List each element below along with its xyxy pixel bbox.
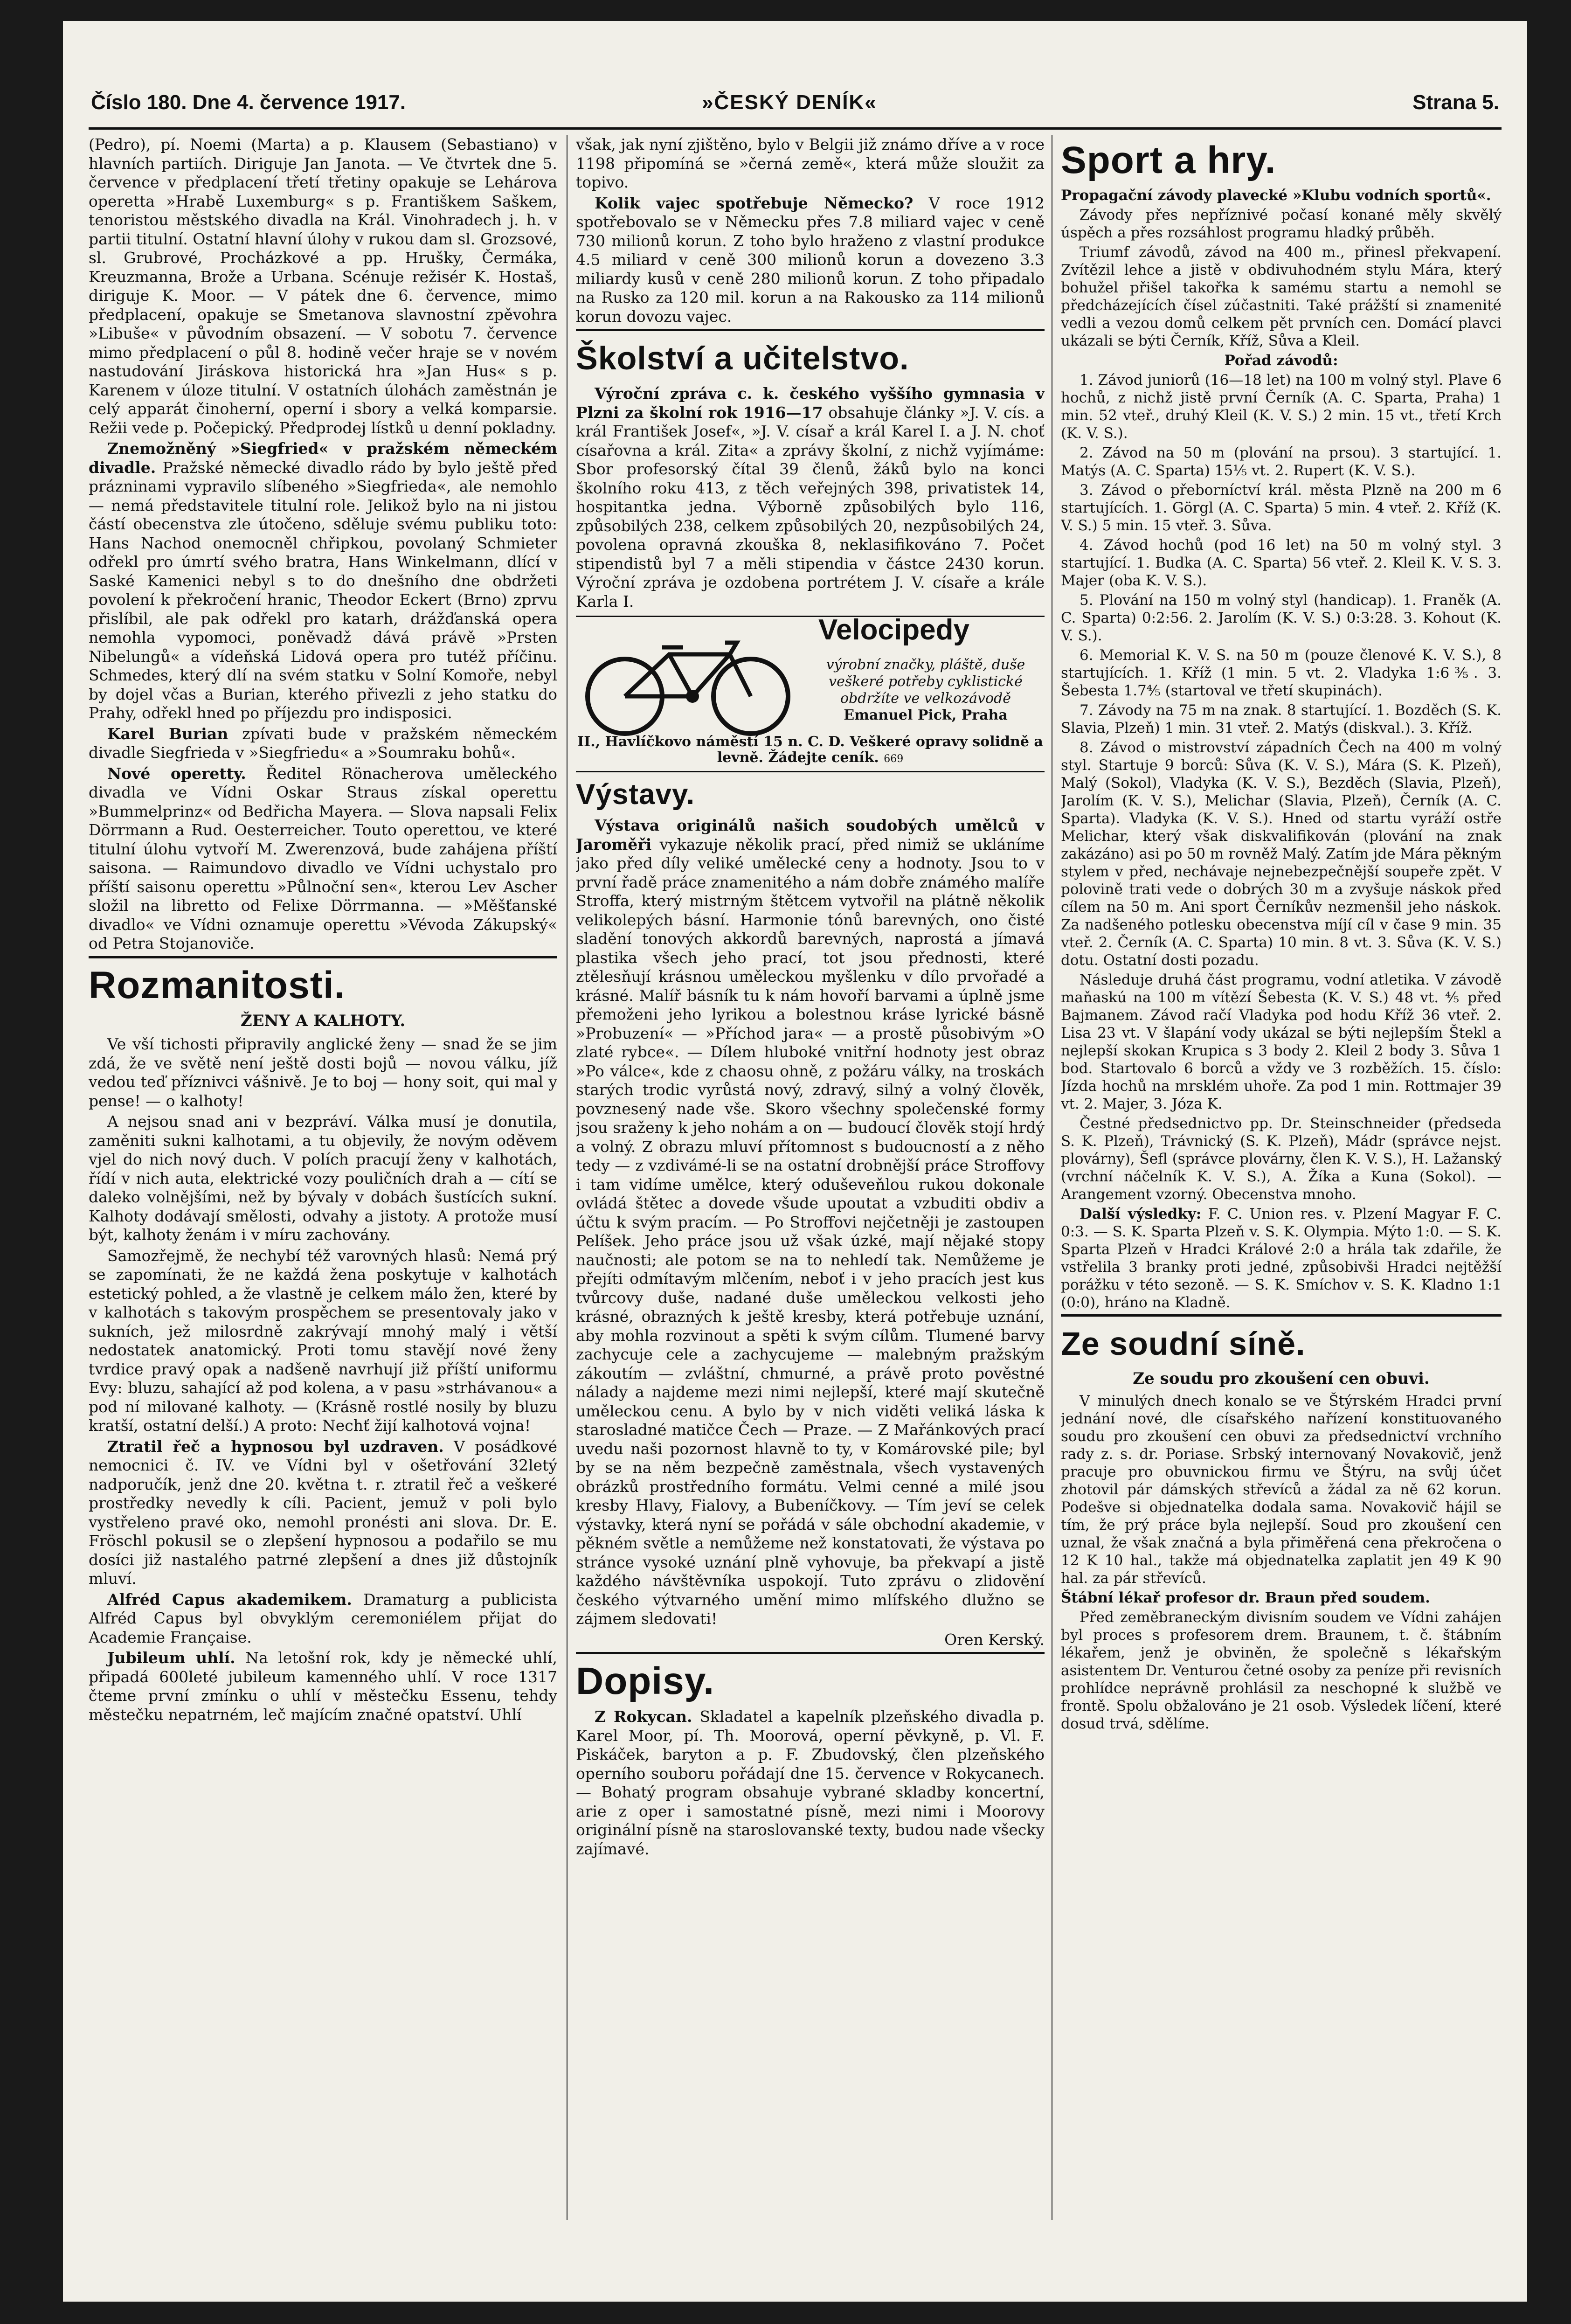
article-paragraph [576, 816, 1045, 1629]
section-title: Rozmanitosti. [89, 964, 346, 1006]
article-headline: Ztratil řeč a hypnosou byl uzdraven. [107, 1437, 444, 1456]
article-text: F. C. Union res. v. Plzení Magyar F. C. 0:3. — S. K. Sparta Plzeň v. S. K. Olympia. Mýto 1:0. — S. K. Sparta Plzeň v Hradci Králové 2:0 a hrála tak zdařile, že vstřelila 3 branky proti jedné, způsobivši Hradci nejtěžší porážku v této sezoně. — S. K. Smíchov v. S. K. Kladno 1:1 (0:0), hráno na Kladně. [1061, 1206, 1502, 1311]
newspaper-title: »ČESKÝ DENÍK« [702, 91, 877, 114]
article-text: zpívati bude v pražském německém divadle Siegfrieda v »Siegfriedu« a »Soumraku bohů«. [89, 724, 557, 762]
article-headline: Další výsledky: [1080, 1206, 1202, 1222]
article-subtitle: Ze soudu pro zkoušení cen obuvi. [1133, 1369, 1430, 1388]
article-text: Ředitel Rönacherova uměleckého divadla ve Vídni Oskar Straus získal operettu »Bummelprinz« od Bedřicha Mayera. — Slova napsali Felix Dörrmann a Rud. Oesterreicher. Touto operettou, ve které titulní úlohu vytvoří M. Zwerenzová, bude zahájena příští saisona. — Raimundovo divadlo ve Vídni uchystalo pro příští saisonu operettu »Půlnoční sen«, kterou Lev Ascher složil na libretto od Felixe Dörrmanna. — »Měšťanské divadlo« ve Vídni oznamuje operettu »Vévoda Zákupský« od Petra Stojanoviče. [89, 764, 557, 952]
article-headline: Výroční zpráva c. k. českého vyššího gymnasia v Plzni za školní rok 1916—17 [576, 384, 1045, 422]
article-text: 3. Závod o přeborníctví král. města Plzně na 200 m 6 startujících. 1. Görgl (A. C. Sparta) 5 min. 4 vteř. 2. Kříž (K. V. S.) 5 min. 15 vteř. 3. Sůva. [1061, 482, 1502, 534]
article-paragraph [89, 1590, 557, 1647]
article-paragraph [576, 1707, 1045, 1859]
section-title: Ze soudní síně. [1061, 1325, 1306, 1362]
bicycle-advertisement [576, 616, 1045, 772]
article-text: 4. Závod hochů (pod 16 let) na 50 m volný styl. 3 startující. 1. Budka (A. C. Sparta) 56 vteř. 2. Kleil K. V. S. 3. Majer (oba K. V. S.). [1061, 537, 1502, 589]
column-3 [1061, 135, 1502, 2262]
article-headline: Alfréd Capus akademikem. [107, 1590, 352, 1609]
article-text: Skladatel a kapelník plzeňského divadla p. Karel Moor, pí. Th. Moorová, operní pěvkyně, p. Vl. F. Piskáček, baryton a p. F. Zbudovský, člen plzeňského operního souboru pořádají dne 15. července v Rokycanech. — Bohatý program obsahuje vybrané skladby koncertní, arie z oper i samostatné písně, mezi nimi i Moorovy originální písně na staroslovanské texty, budou nade všecky zajímavé. [576, 1707, 1045, 1858]
article-headline: Znemožněný »Siegfried« v pražském německém divadle. [89, 439, 557, 477]
masthead-rule [89, 127, 1502, 130]
section-title: Výstavy. [576, 778, 695, 811]
newspaper-page [63, 21, 1527, 2302]
article-paragraph [89, 764, 557, 953]
page-number: Strana 5. [1412, 91, 1499, 114]
article-text: však, jak nyní zjištěno, bylo v Belgii již známo dříve a v roce 1198 připomíná se »černá země«, která může sloužit za topivo. [576, 135, 1045, 191]
ad-number: 669 [884, 753, 904, 765]
article-text: Čestné předsednictvo pp. Dr. Steinschneider (předseda S. K. Plzeň), Trávnický (S. K. Plzeň), Mádr (správce nejst. plovárny), Šefl (správce plovárny, člen K. V. S.), H. Lažanský (vrchní náčelník K. V. S.), A. Žíka a Kuna (Sokol). — Arangement vzorný. Obecenstva mnoho. [1061, 1115, 1502, 1203]
article-text: V posádkové nemocnici č. IV. ve Vídni byl v ošetřování 32letý nadporučík, jenž dne 20. května t. r. ztratil řeč a veškeré prostředky nevedly k cíli. Pacient, jemuž v poli bylo vystřeleno pravé oko, nemohl pronésti ani slova. Dr. E. Fröschl pokusil se o zlepšení hypnosou a podařilo se mu dosíci již nastalého patrné zlepšení a dnes již důstojník mluví. [89, 1437, 557, 1588]
article-headline: Z Rokycan. [595, 1707, 692, 1726]
ad-firm: Emanuel Pick, Praha [844, 707, 1008, 723]
article-text: A nejsou snad ani v bezpráví. Válka musí je donutila, zaměniti sukni kalhotami, a tu objevily, že novým oděvem vjel do nich nový duch. V polích pracují ženy v kalhotách, řídí v nich auta, elektrické vozy pouličních drah a — cítí se daleko volnějšími, než by bývaly v dobách šustících sukní. Kalhoty dodávají smělosti, odvahy a jistoty. A protože musí být, kalhoty ženám i v míru zachovány. [89, 1112, 557, 1244]
bicycle-icon [576, 626, 800, 738]
article-text: 5. Plování na 150 m volný styl (handicap). 1. Franěk (A. C. Sparta) 0:2:56. 2. Jarolím (K. V. S.) 0:3:28. 3. Kohout (K. V. S.). [1061, 592, 1502, 644]
column-2 [576, 135, 1045, 2262]
article-text: Dramaturg a publicista Alfréd Capus byl obvyklým ceremoniélem přijat do Academie Française. [89, 1590, 557, 1646]
article-text: Pražské německé divadlo rádo by bylo ještě před prázninami vypravilo slíbeného »Siegfrieda«, ale nemohlo — nemá představitele titulní role. Jelikož bylo na ni jistou částí obecenstva zle útočeno, sděluje svému publiku toto: Hans Nachod onemocněl chřipkou, povolaný Schmieter odřekl pro úmrtí svého bratra, Hans Winkelmann, dlící v Saské Kamenici nebyl s to do dnešního dne obdržeti povolení k překročení hranic, Theodor Eckert (Brno) zprvu přislíbil, ale pak odřekl pro katarh, drážďanská opera nemohla vypomoci, poněvadž dává právě »Prsten Nibelungů« a vídeňská Lidová opera pro tutéž příčinu. Schmedes, který dlí na svém statku v Solní Komoře, nebyl by dojel včas a Burian, kterého přivezli z jeho statku do Prahy, odřekl hned po příjezdu pro indisposici. [89, 458, 557, 722]
article-text: 8. Závod o mistrovství západních Čech na 400 m volný styl. Startuje 9 borců: Sůva (K. V. S.), Mára (S. K. Plzeň), Malý (Sokol), Vladyka (K. V. S.), Bezděch (Slavia, Plzeň), Jarolím (K. V. S.), Melichar (Slavia, Plzeň), Černík (A. C. Sparta). Vladyka (K. V. S.). Hned od startu vyráží ostře Melichar, který však diskvalifikován (plování na znak zakázáno) asi po 50 m rovněž Malý. Zatím jde Mára pěkným stylem v před, nechávaje nejnebezpečnější soupeře zpět. V polovině trati vede o dobrých 30 m a zvyšuje náskok před cílem na 50 m. Ani sport Černíkův nezmenšil jeho náskok. Za nadšeného potlesku obecenstva míjí cíl v čase 9 min. 35 vteř. 2. Černík (A. C. Sparta) 10 min. 8 vt. 3. Sůva (K. V. S.) dotu. Ostatní dosti pozadu. [1061, 739, 1502, 969]
ad-address: II., Havlíčkovo náměstí 15 n. C. D. Veškeré opravy solidně a levně. Žádejte ceník. [577, 734, 1043, 766]
article-headline: Výstava originálů našich soudobých umělců v Jaroměři [576, 816, 1045, 853]
section-title: Sport a hry. [1061, 139, 1276, 181]
article-text: Na letošní rok, kdy je německé uhlí, připadá 600leté jubileum kamenného uhlí. V roce 1317 čteme první zmínku o uhlí v městečku Essenu, tehdy městečku nepatrném, leč majícím značné opatství. Uhlí [89, 1649, 557, 1724]
section-rule [576, 329, 1045, 331]
issue-date: Číslo 180. Dne 4. července 1917. [91, 91, 406, 114]
section-rule [1061, 1314, 1502, 1317]
article-paragraph [1061, 1205, 1502, 1311]
column-1 [89, 135, 557, 2262]
article-text: 7. Závody na 75 m na znak. 8 startující. 1. Bozděch (S. K. Slavia, Plzeň) 1 min. 31 vteř. 2. Matýs (diskval.). 3. Kříž. [1061, 702, 1502, 736]
article-paragraph [576, 384, 1045, 611]
article-subtitle: ŽENY A KALHOTY. [240, 1011, 406, 1030]
article-text: 1. Závod juniorů (16—18 let) na 100 m volný styl. Plave 6 hochů, z nichž jistě první Černík (A. C. Sparta, Praha) 1 min. 52 vteř., druhý Kleil (K. V. S.) 2 min. 15 vt., třetí Krch (K. V. S.). [1061, 372, 1502, 442]
article-signature: Oren Kerský. [944, 1630, 1045, 1649]
article-text: Před zeměbraneckým divisním soudem ve Vídni zahájen byl proces s profesorem drem. Braunem, t. č. štábním lékařem, jenž je obviněn, že společně s lékařským asistentem Dr. Venturou četné osoby za peníze při revisních prohlídce neprávně prohlásil za neschopné k službě ve frontě. Spolu obžalováno je 21 osob. Výsledek líčení, které dosud trvá, sdělíme. [1061, 1609, 1502, 1732]
masthead [91, 91, 1499, 133]
section-rule [576, 1652, 1045, 1654]
article-text: obsahuje články »J. V. cís. a král František Josef«, »J. V. císař a král Karel I. a J. N. choť císařovna a král. Zita« a zprávy školní, z nichž vyjímáme: Sbor profesorský čítal 39 členů, žáků bylo na konci školního roku 413, z těch veřejných 398, privatistek 14, hospitantka jedna. Výborně způsobilých bylo 116, způsobilých 238, celkem způsobilých 20, nezpůsobilých 24, povolena opravná zkouška 8, neklasifikováno 7. Počet stipendistů byl 7 a měli stipendia v částce 2430 korun. Výroční zpráva je ozdobena portrétem J. V. císaře a krále Karla I. [576, 403, 1045, 610]
article-text: (Pedro), pí. Noemi (Marta) a p. Klausem (Sebastiano) v hlavních partiích. Diriguje Jan Janota. — Ve čtvrtek dne 5. července v předplacení třetí třetiny opakuje se Lehárova operetta »Hrabě Luxemburg« s p. Františkem Saškem, tenoristou městského divadla na Král. Vinohradech j. h. v partii titulní. Ostatní hlavní úlohy v rukou dam sl. Grozsové, sl. Grubrové, Procházkové a pp. Hrušky, Čermáka, Kreuzmanna, Brože a Urbana. Scénuje režisér K. Hostaš, diriguje K. Moor. — V pátek dne 6. července, mimo předplacení, opakuje se Smetanova slavnostní zpěvohra »Libuše« v původním obsazení. — V sobotu 7. července mimo předplacení o půl 8. hodině večer hraje se v novém nastudování Jiráskova historická hra »Jan Hus« s p. Karenem v úloze titulní. V ostatních úlohách zaměstnán je celý apparát činoherní, operní i sbory a velká komparsie. Režii vede p. Počepický. Předprodej lístků u denní pokladny. [89, 135, 557, 437]
article-headline: Nové operetty. [107, 764, 246, 783]
article-headline: Štábní lékař profesor dr. Braun před soudem. [1061, 1589, 1430, 1606]
ad-text [809, 657, 1042, 724]
article-headline: Jubileum uhlí. [107, 1649, 235, 1667]
section-rule [89, 956, 557, 958]
ad-description: výrobní značky, pláště, duše veškeré potřeby cyklistické obdržíte ve velkozávodě [826, 657, 1025, 707]
article-text: Závody přes nepříznivé počasí konané měly skvělý úspěch a přes rozsáhlost programu hladký průběh. [1061, 207, 1502, 241]
section-title: Školství a učitelstvo. [576, 340, 909, 376]
ad-title: Velocipedy [818, 614, 969, 646]
article-text: 6. Memorial K. V. S. na 50 m (pouze členové K. V. S.), 8 startujících. 1. Kříž (1 min. 5 vt. 2. Vladyka 1:6⅗. 3. Šebesta 1.7⅘ (startoval ve třetí skupinách). [1061, 647, 1502, 699]
program-title: Pořad závodů: [1224, 352, 1338, 369]
article-text: Následuje druhá část programu, vodní atletika. V závodě maňaskú na 100 m vítězí Šebesta (K. V. S.) 48 vt. ⅘ před Bajmanem. Závod račí Vladyka pod hodu Kříž 36 vteř. 2. Lisa 23 vt. V šlapání vody ukázal se býti nejlepším Štekl a nejlepší skokan Krupica s 3 body 2. Kleil 2 body 3. Sůva 1 bod. Startovalo 6 borců a vždy ve 3 rozběžích. 15. číslo: Jízda hochů na mrsklém uhoře. Za pod 1 min. Rottmajer 39 vt. 2. Majer, 3. Józa K. [1061, 971, 1502, 1112]
article-paragraph [89, 439, 557, 723]
ad-footer [576, 734, 1045, 767]
article-paragraph [576, 194, 1045, 326]
article-headline: Kolik vajec spotřebuje Německo? [595, 194, 914, 212]
article-headline: Karel Burian [107, 724, 228, 743]
article-text: V roce 1912 spotřebovalo se v Německu přes 7.8 miliard vajec v ceně 730 milionů korun. Z toho bylo hraženo z vlastní produkce 4.5 miliard v ceně 300 milionů korun a dovezeno 3.3 miliardy kusů v ceně 280 milionů korun. Z toho připadalo na Rusko za 120 mil. korun a na Rakousko za 114 milionů korun dovozu vajec. [576, 194, 1045, 326]
article-text: Triumf závodů, závod na 400 m., přinesl překvapení. Zvítězil lehce a jistě v obdivuhodném stylu Mára, který bohužel přišel takořka k samému startu a nemohl se předcházejících čísel zúčastniti. Také prážští si znamenité vedli a vezou domů celkem pět prvních cen. Domácí plavci ukázali se býti Černík, Kříž, Sůva a Kleil. [1061, 244, 1502, 349]
article-text: vykazuje několik prací, před nimiž se ukláníme jako před díly veliké umělecké ceny a hodnoty. Jsou to v první řadě práce znamenitého a nám dobře známého malíře Stroffa, který mistrným štětcem vytvořil na plátně několik velikolepých básní. Harmonie tónů barevných, ono čisté sladění tonových akkordů barevných, naprostá a jímavá plastika všech jeho prací, tot jsou přednosti, které ztělesňují krásnou uměleckou myšlenku v dílo prvořadé a krásné. Malíř básník tu k nám hovoří barvami a úplně jsme přemoženi jeho lyrikou a bolestnou kráse lyrické básně »Probuzení« — »Příchod jara« — a prostě působivým »O zlaté rybce«. — Dílem hluboké vnitřní hodnoty jest obraz »Po válce«, kde z chaosu ohně, z požáru války, na troskách starých trodic vyrůstá nový, zdravý, silný a volný člověk, povznesený nade vše. Skoro všechny společenské formy jsou sraženy k jeho nohám a on — budoucí člověk stojí hrdý a volný. Z obrazu mluví přítomnost s budoucností a z něho tedy — z vzdivámé-li se na ostatní drobnější práce Stroffovy i tam vidíme umělce, který oduševeňlou rukou dokonale ovládá štětec a dovede všude upoutat a vzbuditi obdiv a účtu k svým pracím. — Po Stroffovi nejčetněji je zastoupen Pelíšek. Jeho práce jsou už však úzké, mají nějaké stopy naučnosti; ale potom se na to nehledí tak. Nemůžeme je přejíti odmítavým mlčením, neboť i v jeho pracích jest kus tvůrcovy duše, nadané duše uměleckou velkosti jeho krásné, obrazných k ještě kresby, která potřebuje uznání, aby mohla rozvinout a spěti k svým cílům. Tlumené barvy zachycuje cele a zachycujeme — malebným pražským zákoutím — zvláštní, chmurné, a právě proto pověstné nálady a najdeme mezi nimi nejlepší, které mají skutečně uměleckou cenu. A bylo by v nich viděti veliká láska k starosladné matičce Čech — Praze. — Z Mařánkových prací uvedu naši pozornost hlavně to ty, v Komárovské pile; byl by se na něm bezpečně zaměstnala, všech vystavených obrázků prostředního formátu. Velmi cenné a milé jsou kresby Hlavy, Fialovy, a Bubeníčkovy. — Tím jeví se celek výstavky, která nyní se pořádá v sále obchodní akademie, v pěkném světle a nemůžeme než konstatovati, že výstava po stránce vysoké uznání plně vyhovuje, ba překvapí a jistě každého návštěvníka uspokojí. Tuto zprávu o zlidovění českého výtvarného umění mimo mlífského dlužno se zájmem sledovati! [576, 835, 1045, 1628]
article-paragraph [89, 1649, 557, 1724]
article-paragraph [89, 1437, 557, 1589]
section-title: Dopisy. [576, 1660, 715, 1702]
article-text: Samozřejmě, že nechybí též varovných hlasů: Nemá prý se zapomínati, že ne každá žena poskytuje v kalhotách estetický pohled, a že vlastně je celkem málo žen, které by v kalhotách s takovým prospěchem se presentovaly jako v sukních, jež milosrdně zakrývají mnohý malý i větší nedostatek anatomický. Proti tomu stavějí nové ženy tvrdice pravý opak a nadšeně navrhují již příští uniformu Evy: bluzu, sahající až pod kolena, a v pasu »strhávanou« a pod ní milované kalhoty. — (Krásně rostlé nosily by bluzu kratší, ostatní delší.) A proto: Nechť žijí kalhotová vojna! [89, 1246, 557, 1435]
article-text: V minulých dnech konalo se ve Štýrském Hradci první jednání nové, dle císařského nařízení konstituovaného soudu pro zkoušení cen obuvi za předsednictví vrchního rady z. s. dr. Poriase. Srbský internovaný Novakovič, jenž pracuje pro obuvnickou firmu ve Štýru, na svůj účet zhotovil pár dámských střevíců a žádal za ně 62 korun. Podešve si objednatelka dodala sama. Novakovič hájil se tím, že prý práce byla nejlepší. Soud pro zkoušení cen uznal, že však značná a byla přiměřená cena překročena o 12 K 10 hal., takže má objednatelka zaplatit jen 49 K 90 hal. za pár střevíců. [1061, 1393, 1502, 1587]
article-text: Ve vší tichosti připravily anglické ženy — snad že se jim zdá, že ve světě není ještě dosti bojů — novou válku, jíž vedou teď příznivci vášnivě. Je to boj — hony soit, qui mal y pense! — o kalhoty! [89, 1035, 557, 1110]
article-text: 2. Závod na 50 m (plování na prsou). 3 startující. 1. Matýs (A. C. Sparta) 15⅕ vt. 2. Rupert (K. V. S.). [1061, 444, 1502, 479]
article-paragraph [89, 725, 557, 763]
article-headline: Propagační závody plavecké »Klubu vodních sportů«. [1061, 187, 1491, 204]
